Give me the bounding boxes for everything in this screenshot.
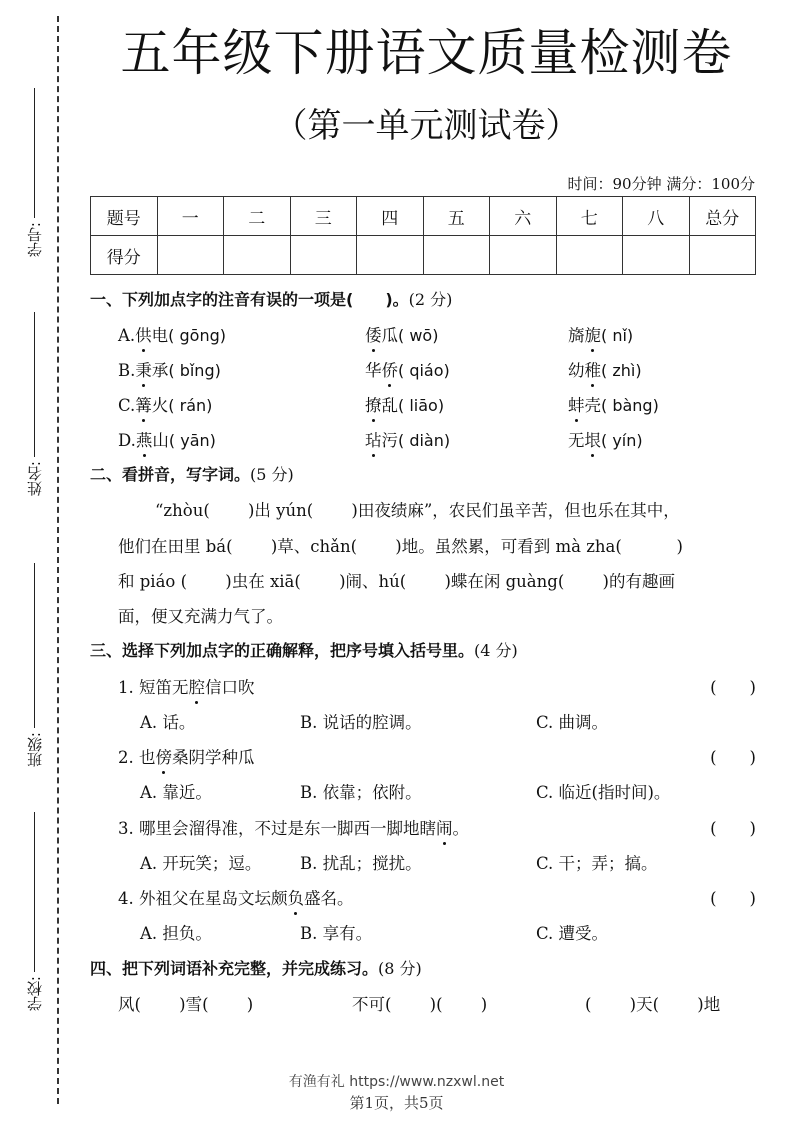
dotted-char: 篝: [135, 392, 152, 416]
q4-blank-3[interactable]: ( )天( )地: [585, 995, 721, 1014]
q3-item-3-option-a: A. 开玩笑；逗。: [140, 854, 262, 873]
q3-item-2-option-b: B. 依靠；依附。: [300, 783, 422, 802]
score-cell[interactable]: [623, 236, 690, 275]
q1-option-d: [118, 427, 216, 451]
q2-line-1[interactable]: “zhòu( )出 yún( )田夜绩麻”，农民们虽辛苦，但也乐在其中，: [155, 501, 680, 520]
q1-option-b-word2: [365, 357, 450, 381]
option-letter: C.: [118, 396, 136, 415]
q4-blank-2[interactable]: 不可( )( ): [352, 995, 488, 1014]
dotted-char: 腔: [189, 674, 206, 698]
score-cell[interactable]: [423, 236, 490, 275]
word-pre: 幼: [568, 361, 585, 380]
col-1: 一: [157, 197, 224, 236]
school-field[interactable]: [14, 812, 54, 1011]
q3-item-3-option-b: B. 扰乱；搅扰。: [300, 854, 422, 873]
q3-answer-bracket-4[interactable]: ( ): [710, 889, 756, 908]
q3-item-1-option-b: B. 说话的腔调。: [300, 713, 422, 732]
col-3: 三: [290, 197, 357, 236]
q1-option-d-word2: [365, 427, 450, 451]
score-cell[interactable]: [556, 236, 623, 275]
sentence-post: 信口吹: [205, 678, 255, 697]
q3-item-2-option-c: C. 临近(指时间)。: [536, 783, 671, 802]
sentence-pre: 3. 哪里会溜得准，不过是东一脚西一脚地瞎: [118, 819, 436, 838]
q1-option-c-word2: [365, 392, 444, 416]
sentence-post: 桑阴学种瓜: [172, 748, 255, 767]
q1-option-a-word2: [365, 322, 438, 346]
col-2: 二: [224, 197, 291, 236]
score-cell[interactable]: [224, 236, 291, 275]
q4-heading-text: 四、把下列词语补充完整，并完成练习。: [90, 959, 379, 978]
row-label-question-no: 题号: [91, 197, 158, 236]
dotted-char: 负: [288, 885, 305, 909]
score-table: [90, 196, 756, 275]
pinyin: ( diàn): [398, 431, 451, 450]
dotted-char: 玷: [365, 427, 382, 451]
col-4: 四: [357, 197, 424, 236]
dotted-char: 垠: [585, 427, 602, 451]
word-rest: 承: [151, 361, 169, 380]
word-rest: 乱: [381, 396, 398, 415]
q2-line-4: 面，便又充满力气了。: [118, 607, 283, 626]
dotted-char: 闹: [436, 815, 453, 839]
school-input-line[interactable]: [34, 812, 35, 972]
dotted-char: 稚: [585, 357, 602, 381]
sentence-post: 盛名。: [304, 889, 354, 908]
q4-blank-1[interactable]: 风( )雪( ): [118, 995, 254, 1014]
score-cell[interactable]: [290, 236, 357, 275]
col-total: 总分: [689, 197, 756, 236]
col-7: 七: [556, 197, 623, 236]
q2-heading-text: 二、看拼音，写字词。: [90, 465, 251, 484]
word-rest: 火: [151, 396, 169, 415]
dotted-char: 侨: [382, 357, 399, 381]
pinyin: ( bàng): [601, 396, 659, 415]
q3-item-2-option-a: A. 靠近。: [140, 783, 212, 802]
score-cell[interactable]: [357, 236, 424, 275]
class-input-line[interactable]: [34, 563, 35, 728]
row-label-score: 得分: [91, 236, 158, 275]
q3-heading: [90, 638, 518, 661]
pinyin: ( liāo): [398, 396, 445, 415]
sentence-post: 。: [452, 819, 469, 838]
q4-heading: [90, 956, 422, 979]
score-cell[interactable]: [490, 236, 557, 275]
q1-points: (2 分): [408, 290, 453, 309]
pinyin: ( wō): [398, 326, 439, 345]
q1-option-c-word3: [568, 392, 659, 416]
q3-item-4-option-b: B. 享有。: [300, 924, 373, 943]
sentence-pre: 2. 也: [118, 748, 156, 767]
dotted-char: 傍: [156, 744, 173, 768]
student-id-input-line[interactable]: [34, 88, 35, 218]
q3-heading-text: 三、选择下列加点字的正确解释，把序号填入括号里。: [90, 641, 475, 660]
word-rest: 污: [381, 431, 398, 450]
q1-option-b-word3: [568, 357, 642, 381]
sentence-pre: 4. 外祖父在星岛文坛颇: [118, 889, 288, 908]
q3-answer-bracket-2[interactable]: ( ): [710, 748, 756, 767]
q3-item-3: [118, 815, 469, 839]
q1-option-a: [118, 322, 226, 346]
pinyin: ( bǐng): [168, 361, 221, 380]
dotted-char: 供: [135, 322, 152, 346]
q2-points: (5 分): [250, 465, 294, 484]
school-label: 学校:: [25, 976, 44, 1012]
q1-option-c: [118, 392, 212, 416]
footer-watermark: 有渔有礼 https://www.nzxwl.net: [288, 1074, 505, 1090]
dotted-char: 旎: [585, 322, 602, 346]
word-pre: 华: [365, 361, 382, 380]
pinyin: ( zhì): [601, 361, 642, 380]
q3-answer-bracket-3[interactable]: ( ): [710, 819, 756, 838]
q3-item-4-option-a: A. 担负。: [140, 924, 212, 943]
word-pre: 旖: [568, 326, 585, 345]
student-name-input-line[interactable]: [34, 312, 35, 457]
q2-heading: [90, 462, 294, 485]
q3-item-1-option-c: C. 曲调。: [536, 713, 609, 732]
q2-line-2[interactable]: 他们在田里 bá( )草、chǎn( )地。虽然累，可看到 mà zha( ): [118, 537, 683, 556]
q2-line-3[interactable]: 和 piáo ( )虫在 xiā( )闹、hú( )蝶在闲 guàng( )的有趣画: [118, 572, 675, 591]
dotted-char: 秉: [135, 357, 152, 381]
score-table-header-row: [91, 197, 756, 236]
q3-item-4: [118, 885, 354, 909]
pinyin: ( rán): [168, 396, 213, 415]
option-letter: B.: [118, 361, 136, 380]
col-6: 六: [490, 197, 557, 236]
option-letter: D.: [118, 431, 136, 450]
pinyin: ( qiáo): [398, 361, 450, 380]
exam-meta: 时间：90分钟 满分：100分: [567, 175, 755, 193]
col-8: 八: [623, 197, 690, 236]
binding-dashed-line: [57, 16, 59, 1104]
col-5: 五: [423, 197, 490, 236]
student-id-field[interactable]: [14, 88, 54, 257]
score-table-score-row: [91, 236, 756, 275]
class-label: 班级:: [25, 732, 44, 768]
score-cell[interactable]: [157, 236, 224, 275]
q3-item-1: [118, 674, 255, 698]
word-rest: 壳: [584, 396, 601, 415]
dotted-char: 燕: [136, 427, 153, 451]
q3-item-3-option-c: C. 干；弄；搞。: [536, 854, 658, 873]
student-id-label: 学号:: [25, 222, 44, 258]
page-number: 第1页，共5页: [349, 1094, 444, 1112]
pinyin: ( yín): [601, 431, 643, 450]
q3-answer-bracket-1[interactable]: ( ): [710, 678, 756, 697]
dotted-char: 撩: [365, 392, 382, 416]
q1-heading: [90, 287, 452, 310]
score-cell-total[interactable]: [689, 236, 756, 275]
pinyin: ( gōng): [168, 326, 226, 345]
word-rest: 瓜: [381, 326, 398, 345]
q1-heading-text: 一、下列加点字的注音有误的一项是( )。: [90, 290, 409, 309]
student-name-label: 姓名:: [25, 461, 44, 497]
dotted-char: 蚌: [568, 392, 585, 416]
q1-option-b: [118, 357, 221, 381]
word-pre: 无: [568, 431, 585, 450]
pinyin: ( yān): [168, 431, 216, 450]
q1-option-a-word3: [568, 322, 633, 346]
q3-item-1-option-a: A. 话。: [140, 713, 196, 732]
student-name-field[interactable]: [14, 312, 54, 496]
q4-points: (8 分): [378, 959, 422, 978]
q3-points: (4 分): [474, 641, 518, 660]
word-rest: 电: [151, 326, 169, 345]
sentence-pre: 1. 短笛无: [118, 678, 189, 697]
pinyin: ( nǐ): [601, 326, 634, 345]
q3-item-2: [118, 744, 255, 768]
page-title: 五年级下册语文质量检测卷: [120, 24, 733, 82]
dotted-char: 倭: [365, 322, 382, 346]
q1-option-d-word3: [568, 427, 643, 451]
class-field[interactable]: [14, 563, 54, 767]
page-subtitle: （第一单元测试卷）: [273, 106, 580, 146]
q3-item-4-option-c: C. 遭受。: [536, 924, 609, 943]
option-letter: A.: [118, 326, 136, 345]
word-rest: 山: [152, 431, 169, 450]
